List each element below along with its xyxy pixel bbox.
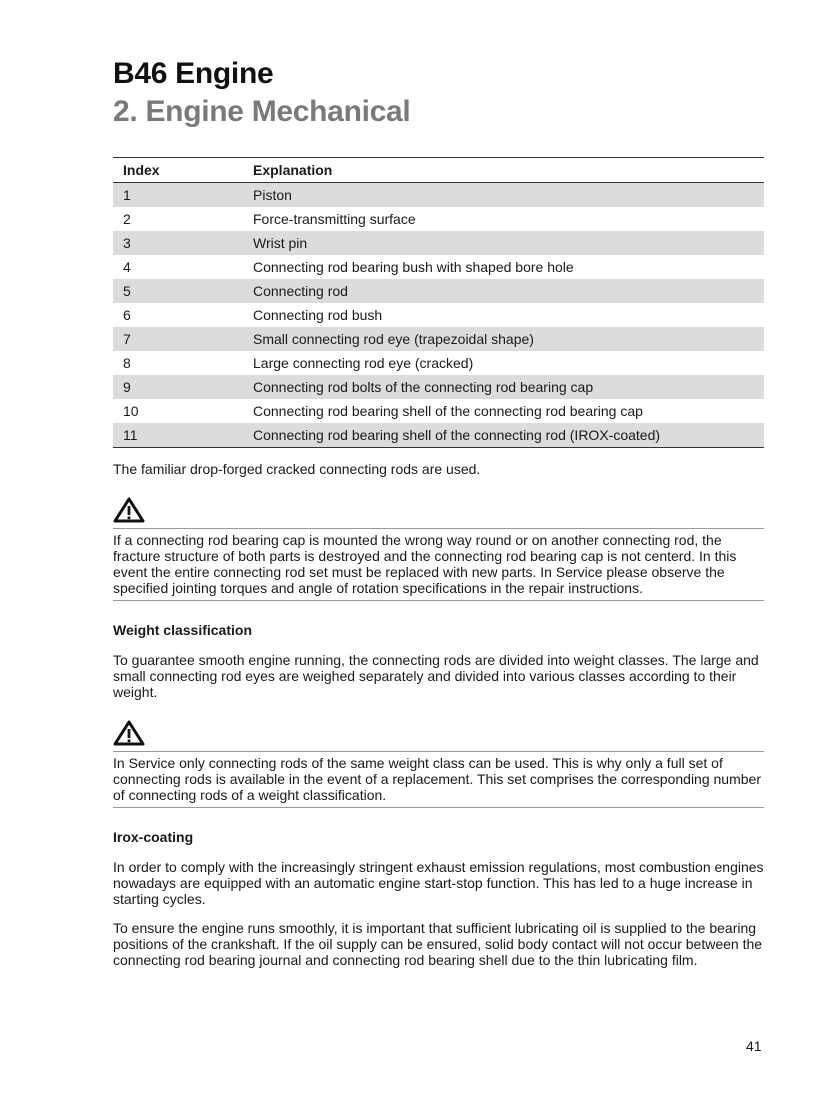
warning-note-weight-class <box>113 751 764 808</box>
cell-index: 4 <box>123 259 131 275</box>
table-row <box>113 423 764 448</box>
cell-explanation: Piston <box>243 183 764 208</box>
table-row <box>113 231 764 255</box>
cell-explanation: Connecting rod bearing bush with shaped bore hole <box>253 259 574 275</box>
section-heading-weight: Weight classification <box>113 622 252 638</box>
cell-index: 5 <box>113 279 243 303</box>
cell-index: 6 <box>123 307 131 323</box>
column-header-index: Index <box>113 158 243 183</box>
index-table <box>113 157 764 448</box>
warning-triangle-icon <box>113 720 145 746</box>
cell-index: 11 <box>113 423 243 448</box>
intro-paragraph: The familiar drop-forged cracked connecting rods are used. <box>113 461 481 477</box>
cell-explanation: Connecting rod bearing shell of the connecting rod bearing cap <box>253 403 643 419</box>
table-row <box>113 375 764 399</box>
cell-index: 1 <box>113 183 243 208</box>
cell-explanation: Force-transmitting surface <box>253 211 416 227</box>
warning-text: In Service only connecting rods of the same weight class can be used. This is why only a full set of connecting rods is available in the event of a replacement. This set comprises the corresponding number of connecting rods of a weight classification. <box>113 755 761 803</box>
cell-index: 10 <box>123 403 139 419</box>
cell-explanation: Connecting rod bolts of the connecting rod bearing cap <box>243 375 764 399</box>
cell-index: 9 <box>113 375 243 399</box>
cell-explanation: Large connecting rod eye (cracked) <box>253 355 474 371</box>
cell-explanation: Wrist pin <box>243 231 764 255</box>
cell-index: 2 <box>123 211 131 227</box>
table-row <box>113 207 764 231</box>
table-row <box>113 303 764 327</box>
table-header-row <box>113 158 764 183</box>
warning-text: If a connecting rod bearing cap is mounted the wrong way round or on another connecting rod, the fracture structure of both parts is destroyed and the connecting rod bearing cap is not centerd. In this event the entire connecting rod set must be replaced with new parts. In Service please observe the specified jointing torques and angle of rotation specifications in the repair instructions. <box>113 532 737 596</box>
document-title: B46 Engine <box>113 57 274 90</box>
section-heading-irox: Irox-coating <box>113 829 194 845</box>
weight-paragraph: To guarantee smooth engine running, the connecting rods are divided into weight classes. The large and small connecting rod eyes are weighed separately and divided into various classes according to their weight. <box>113 652 759 700</box>
chapter-title: 2. Engine Mechanical <box>113 95 411 128</box>
column-header-explanation: Explanation <box>243 158 764 183</box>
irox-paragraph-2: To ensure the engine runs smoothly, it is important that sufficient lubricating oil is supplied to the bearing positions of the crankshaft. If the oil supply can be ensured, solid body contact will not occur between the connecting rod bearing journal and connecting rod bearing shell due to the thin lubricating film. <box>113 920 763 968</box>
cell-index: 7 <box>113 327 243 351</box>
document-page <box>113 56 764 968</box>
cell-explanation: Connecting rod bearing shell of the connecting rod (IROX-coated) <box>243 423 764 448</box>
page-number: 41 <box>746 1038 762 1054</box>
table-body <box>113 183 764 448</box>
table-row <box>113 279 764 303</box>
cell-explanation: Connecting rod <box>243 279 764 303</box>
cell-explanation: Connecting rod bush <box>253 307 383 323</box>
cell-index: 3 <box>113 231 243 255</box>
table-row <box>113 183 764 208</box>
warning-note-cap-mounting <box>113 528 764 601</box>
cell-explanation: Small connecting rod eye (trapezoidal shape) <box>243 327 764 351</box>
warning-triangle-icon <box>113 497 145 523</box>
table-row <box>113 255 764 279</box>
irox-paragraph-1: In order to comply with the increasingly stringent exhaust emission regulations, most combustion engines nowadays are equipped with an automatic engine start-stop function. This has led to a huge increase in starting cycles. <box>113 859 764 907</box>
cell-index: 8 <box>123 355 131 371</box>
table-row <box>113 351 764 375</box>
table-row <box>113 327 764 351</box>
table-row <box>113 399 764 423</box>
